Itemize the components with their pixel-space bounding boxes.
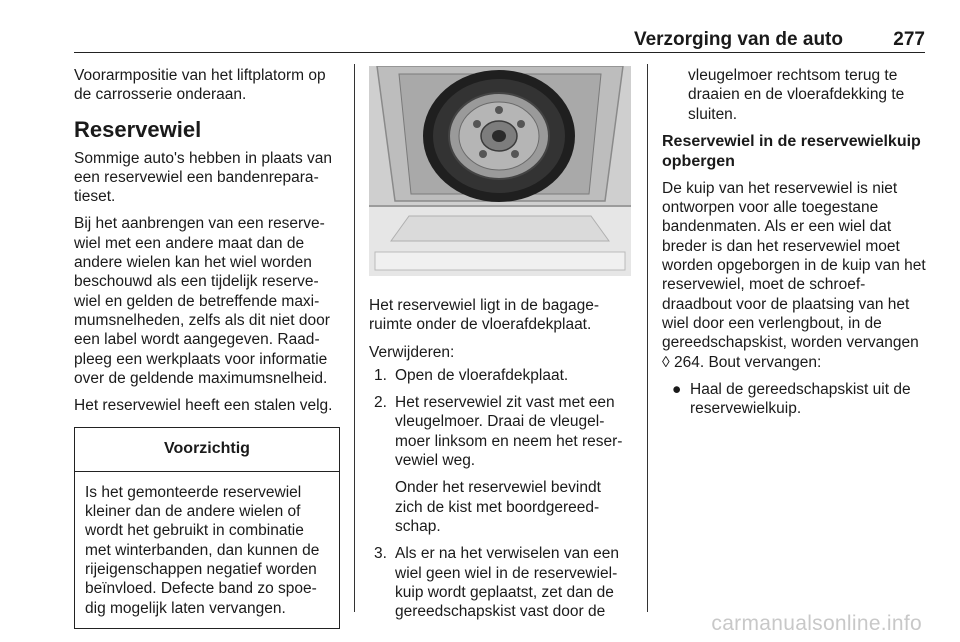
bullet-text: Haal de gereedschapskist uit de reservewielkuip. bbox=[690, 380, 911, 418]
column-3 bbox=[662, 66, 926, 418]
page-reference-link[interactable]: 264 bbox=[673, 353, 700, 371]
page-reference-icon: ◊ bbox=[662, 353, 670, 371]
storage-bullets bbox=[662, 380, 926, 419]
watermark: carmanualsonline.info bbox=[711, 612, 922, 635]
spare-wheel-figure bbox=[369, 66, 631, 276]
continued-step-text: vleugelmoer rechtsom terug te draaien en de vloerafdekking te sluiten. bbox=[688, 67, 905, 123]
paragraph-temporary-wheel: Bij het aanbrengen van een reservewiel met een andere maat dan de andere wielen kan het wiel worden beschouwd als een tijdelijk reservewiel en gelden de betreffende maximumsnelheden, zelfs als dit niet door een label wordt aangegeven. Raadpleeg een werkplaats voor informatie over de geldende maximumsnelheid. bbox=[74, 215, 330, 387]
paragraph-storage bbox=[662, 179, 926, 372]
step-text: Open de vloerafdekplaat. bbox=[395, 366, 569, 384]
list-item bbox=[369, 544, 631, 621]
step-number: 1. bbox=[374, 366, 387, 384]
step-text: Het reservewiel zit vast met een vleugelmoer. Draai de vleugelmoer linksom en neem het reservewiel weg. bbox=[395, 394, 623, 470]
step-number: 2. bbox=[374, 394, 387, 412]
remove-label: Verwijderen: bbox=[369, 343, 455, 361]
storage-text-end: . Bout vervangen: bbox=[699, 353, 822, 371]
spare-wheel-photo-icon bbox=[369, 66, 631, 276]
list-item bbox=[369, 393, 631, 536]
section-heading-storage: Reservewiel in de reservewielkuip opbergen bbox=[662, 132, 921, 170]
paragraph-steel-rim: Het reservewiel heeft een stalen velg. bbox=[74, 397, 333, 415]
storage-text: De kuip van het reservewiel is niet ontworpen voor alle toegestane bandenmaten. Als er een wiel dat breder is dan het reservewiel moet worden opgeborgen in de kuip van het reservewiel, moet de schroefdraadbout voor de plaatsing van het wiel door een verlengbout, in de gereedschapskist, worden vervangen bbox=[662, 179, 926, 352]
caution-text: Is het gemonteerde reservewiel kleiner dan de andere wielen of wordt het gebruikt in combinatie met winterbanden, dan kunnen de rijeigenschappen negatief worden beïnvloed. Defecte band zo spoedig mogelijk laten vervangen. bbox=[85, 483, 320, 617]
caution-title: Voorzichtig bbox=[75, 428, 339, 471]
step-text: Als er na het verwiselen van een wiel geen wiel in de reservewielkuip wordt geplaatst, zet dan de gereedschapskist vast door de bbox=[395, 545, 620, 621]
intro-paragraph: Voorarmpositie van het liftplatorm op de carrosserie onderaan. bbox=[74, 67, 326, 104]
page-number: 277 bbox=[893, 29, 925, 50]
removal-steps bbox=[369, 366, 631, 622]
section-heading-reservewiel: Reservewiel bbox=[74, 116, 202, 142]
column-divider-1 bbox=[354, 64, 355, 612]
paragraph-repair-kit: Sommige auto's hebben in plaats van een reservewiel een bandenreparatieset. bbox=[74, 149, 333, 206]
page-title: Verzorging van de auto bbox=[633, 29, 843, 50]
caution-box bbox=[74, 427, 340, 628]
page-header bbox=[74, 22, 925, 53]
step-subtext: Onder het reservewiel bevindt zich de kist met boordgereedschap. bbox=[395, 479, 601, 535]
list-item bbox=[369, 366, 631, 385]
list-item bbox=[662, 380, 926, 419]
column-2 bbox=[369, 66, 631, 629]
step-number: 3. bbox=[374, 545, 387, 563]
figure-caption: Het reservewiel ligt in de bagageruimte onder de vloerafdekplaat. bbox=[369, 297, 600, 334]
column-divider-2 bbox=[647, 64, 648, 612]
bullet-icon: ● bbox=[672, 380, 682, 398]
column-1 bbox=[74, 66, 340, 629]
